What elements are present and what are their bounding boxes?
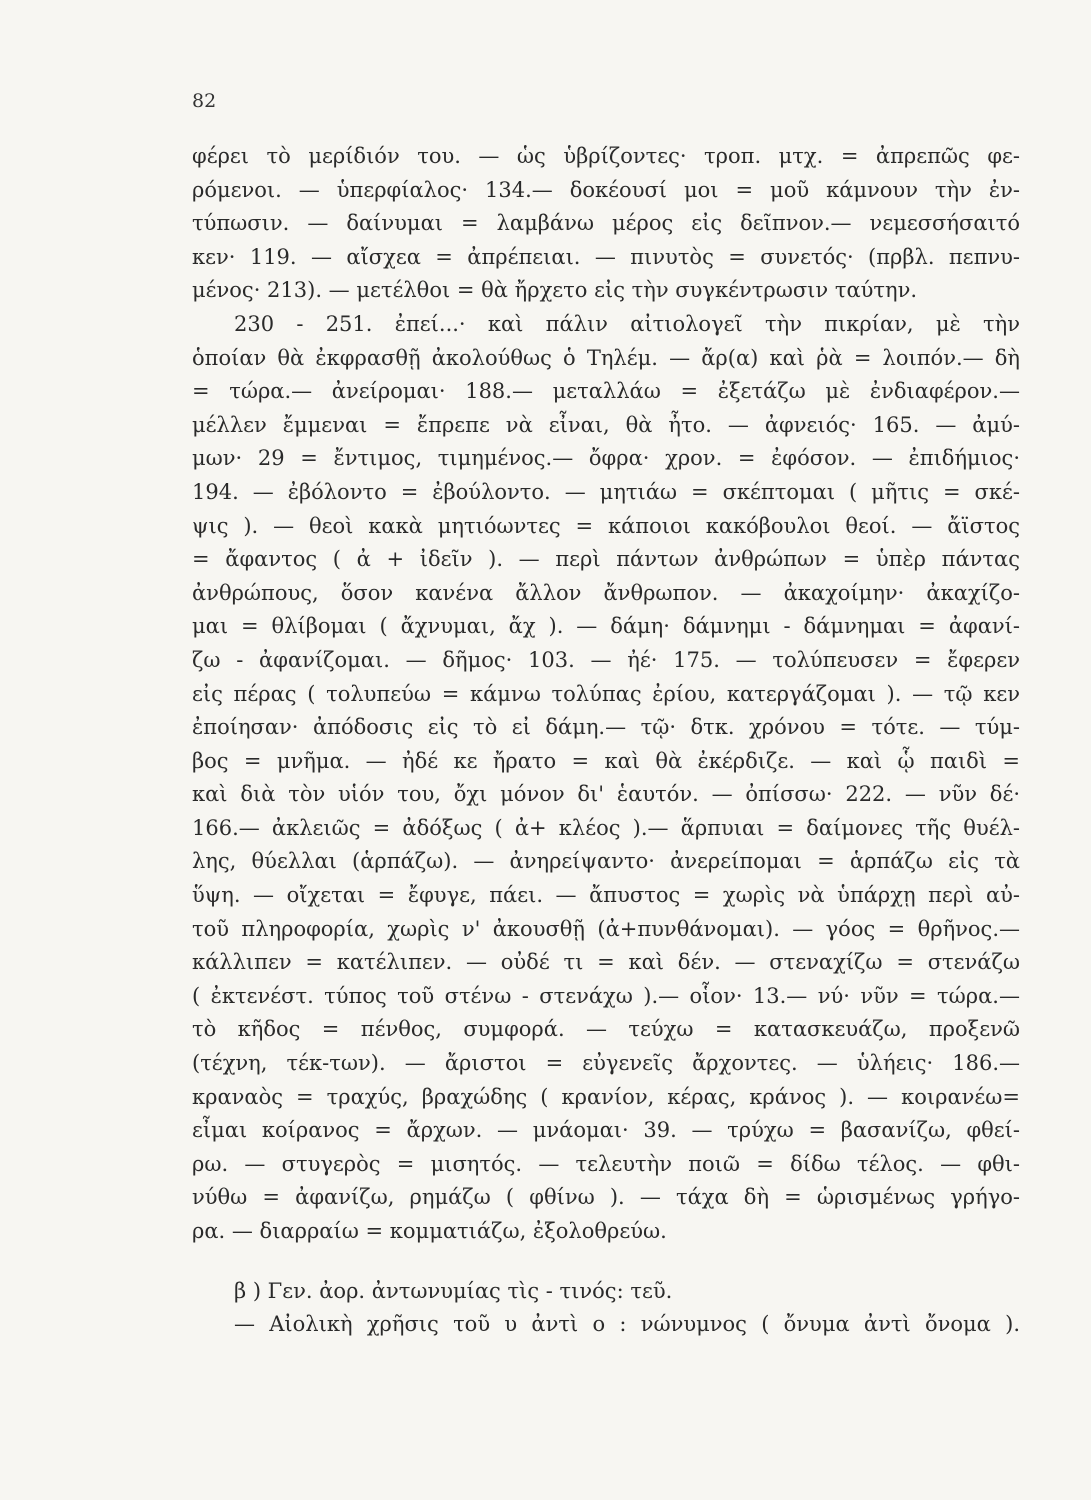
text-line: τύπωσιν. — δαίνυμαι = λαμβάνω μέρος εἰς δεῖπνον.— νεμεσσήσαιτό (192, 211, 1020, 236)
text-line: 194. — ἐβόλοντο = ἐβούλοντο. — μητιάω = σκέπτομαι ( μῆτις = σκέ- (192, 479, 1020, 504)
text-line: εἶμαι κοίρανος = ἄρχων. — μνάομαι· 39. — τρύχω = βασανίζω, φθεί- (192, 1118, 1020, 1143)
text-line: ἐποίησαν· ἀπόδοσις εἰς τὸ εἰ δάμη.— τῷ· δτκ. χρόνου = τότε. — τύμ- (192, 715, 1020, 740)
text-line: μένος· 213). — μετέλθοι = θὰ ἤρχετο εἰς τὴν συγκέντρωσιν ταύτην. (192, 278, 918, 303)
text-line: ὁποίαν θὰ ἐκφρασθῇ ἀκολούθως ὁ Τηλέμ. — ἄρ(α) καὶ ῥὰ = λοιπόν.— δὴ (192, 345, 1020, 370)
text-line: ρόμενοι. — ὑπερφίαλος· 134.— δοκέουσί μοι = μοῦ κάμνουν τὴν ἐν- (192, 177, 1020, 202)
text-line: φέρει τὸ μερίδιόν του. — ὡς ὑβρίζοντες· τροπ. μτχ. = ἀπρεπῶς φε- (192, 144, 1020, 168)
text-line: εἰς πέρας ( τολυπεύω = κάμνω τολύπας ἐρίου, κατεργάζομαι ). — τῷ κεν (192, 681, 1020, 706)
text-line: ρα. — διαρραίω = κομματιάζω, ἐξολοθρεύω. (192, 1219, 667, 1243)
text-line: 230 - 251. ἐπεί...· καὶ πάλιν αἰτιολογεῖ τὴν πικρίαν, μὲ τὴν (234, 311, 1020, 336)
text-line: β ) Γεν. ἀορ. ἀντωνυμίας τὶς - τινός: τεῦ. (234, 1278, 673, 1303)
page-number: 82 (192, 90, 217, 112)
paragraph-gap (192, 1249, 1020, 1275)
text-line: κραναὸς = τραχύς, βραχώδης ( κρανίον, κέρας, κράνος ). — κοιρανέω= (192, 1084, 1020, 1109)
text-line: μων· 29 = ἔντιμος, τιμημένος.— ὄφρα· χρον. = ἐφόσον. — ἐπιδήμιος· (192, 446, 1020, 471)
text-line: 166.— ἀκλειῶς = ἀδόξως ( ἀ+ κλέος ).— ἅρπυιαι = δαίμονες τῆς θυέλ- (192, 815, 1020, 840)
text-line: κάλλιπεν = κατέλιπεν. — οὐδέ τι = καὶ δέν. — στεναχίζω = στενάζω (192, 950, 1020, 975)
commentary-text (192, 140, 1020, 1342)
text-line: κεν· 119. — αἴσχεα = ἀπρέπειαι. — πινυτὸς = συνετός· (πρβλ. πεπνυ- (192, 244, 1020, 269)
text-line: ( ἐκτενέστ. τύπος τοῦ στένω - στενάχω ).— οἷον· 13.— νύ· νῦν = τώρα.— (192, 983, 1020, 1008)
text-line: μαι = θλίβομαι ( ἄχνυμαι, ἄχ ). — δάμη· δάμνημι - δάμνημαι = ἀφανί- (192, 614, 1020, 639)
text-line: ψις ). — θεοὶ κακὰ μητιόωντες = κάποιοι κακόβουλοι θεοί. — ἄϊστος (192, 513, 1020, 538)
text-line: λης, θύελλαι (ἁρπάζω). — ἀνηρείψαντο· ἀνερείπομαι = ἁρπάζω εἰς τὰ (192, 849, 1020, 874)
text-line: ρω. — στυγερὸς = μισητός. — τελευτὴν ποιῶ = δίδω τέλος. — φθι- (192, 1151, 1020, 1176)
text-line: ζω - ἀφανίζομαι. — δῆμος· 103. — ἠέ· 175. — τολύπευσεν = ἔφερεν (192, 647, 1020, 672)
text-line: τὸ κῆδος = πένθος, συμφορά. — τεύχω = κατασκευάζω, προξενῶ (192, 1017, 1020, 1042)
text-line: ὕψη. — οἴχεται = ἔφυγε, πάει. — ἄπυστος = χωρὶς νὰ ὑπάρχῃ περὶ αὐ- (192, 883, 1020, 908)
text-line: νύθω = ἀφανίζω, ρημάζω ( φθίνω ). — τάχα δὴ = ὡρισμένως γρήγο- (192, 1185, 1020, 1210)
text-line: μέλλεν ἔμμεναι = ἔπρεπε νὰ εἶναι, θὰ ἦτο. — ἀφνειός· 165. — ἀμύ- (192, 412, 1020, 437)
text-line: καὶ διὰ τὸν υἱόν του, ὄχι μόνον δι' ἑαυτόν. — ὀπίσσω· 222. — νῦν δέ· (192, 782, 1020, 807)
text-line: — Αἰολικὴ χρῆσις τοῦ υ ἀντὶ ο : νώνυμνος ( ὄνυμα ἀντὶ ὄνομα ). (234, 1312, 1020, 1337)
text-line: (τέχνη, τέκ-των). — ἄριστοι = εὐγενεῖς ἄρχοντες. — ὑλήεις· 186.— (192, 1051, 1020, 1076)
text-line: ἀνθρώπους, ὅσον κανένα ἄλλον ἄνθρωπον. — ἀκαχοίμην· ἀκαχίζο- (192, 580, 1020, 605)
text-line: τοῦ πληροφορία, χωρὶς ν' ἀκουσθῇ (ἀ+πυνθάνομαι). — γόος = θρῆνος.— (192, 916, 1020, 941)
text-line: = τώρα.— ἀνείρομαι· 188.— μεταλλάω = ἐξετάζω μὲ ἐνδιαφέρον.— (192, 379, 1020, 404)
text-line: = ἄφαντος ( ἀ + ἰδεῖν ). — περὶ πάντων ἀνθρώπων = ὑπὲρ πάντας (192, 547, 1020, 572)
text-line: βος = μνῆμα. — ἠδέ κε ἤρατο = καὶ θὰ ἐκέρδιζε. — καὶ ᾧ παιδὶ = (192, 748, 1020, 773)
